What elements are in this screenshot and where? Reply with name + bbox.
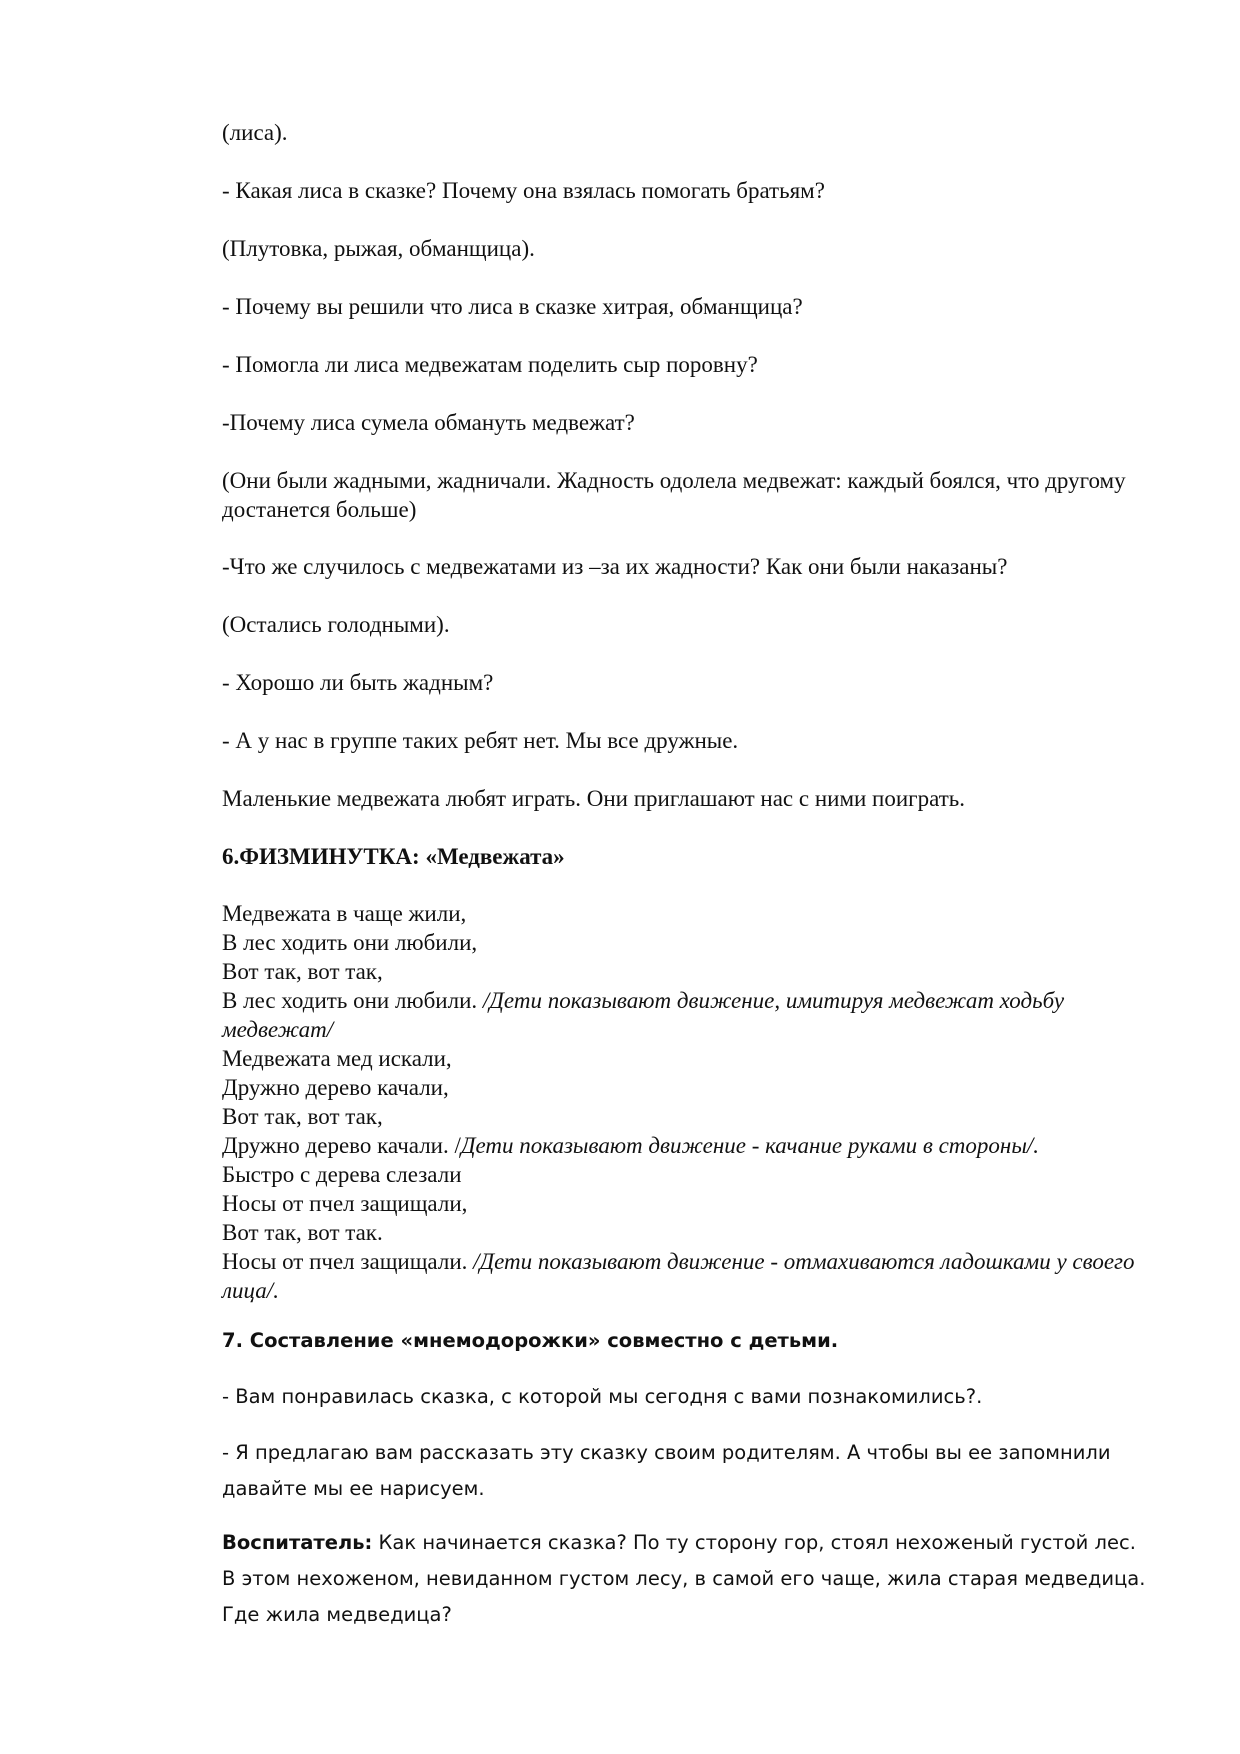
answer-fox-traits: (Плутовка, рыжая, обманщица). [222,236,535,261]
poem-line: Носы от пчел защищали. [222,1249,474,1274]
question-greedy: - Хорошо ли быть жадным? [222,670,494,695]
poem-line-with-note [222,986,1152,1044]
stage-direction: /Дети показывают движение - отмахиваются ладошками у своего лица/. [222,1249,1135,1303]
question-fox-cunning: - Почему вы решили что лиса в сказке хитрая, обманщица? [222,294,803,319]
teacher-speech [222,1525,1152,1633]
poem-line-with-note [222,1131,1152,1160]
poem-line: Вот так, вот так, [222,1104,383,1129]
poem-line: Вот так, вот так. [222,1220,383,1245]
poem-line: Быстро с дерева слезали [222,1162,462,1187]
stage-direction: Дети показывают движение - качание руками в стороны/. [460,1133,1040,1158]
poem-line: Дружно дерево качали. / [222,1133,461,1158]
speaker-label: Воспитатель: [222,1531,373,1554]
poem-line: Носы от пчел защищали, [222,1191,468,1216]
question-fox-kind: - Какая лиса в сказке? Почему она взялась помогать братьям? [222,178,825,203]
statement-invite-play: Маленькие медвежата любят играть. Они приглашают нас с ними поиграть. [222,786,966,811]
answer-fox: (лиса). [222,120,288,145]
poem-line: В лес ходить они любили. [222,988,483,1013]
question-fox-deceived: -Почему лиса сумела обмануть медвежат? [222,410,635,435]
poem-line: Дружно дерево качали, [222,1075,449,1100]
poem-line: В лес ходить они любили, [222,930,478,955]
section-6-heading: 6.ФИЗМИНУТКА: «Медвежата» [222,844,565,869]
proposal-draw-tale: - Я предлагаю вам рассказать эту сказку своим родителям. А чтобы вы ее запомнили давайте мы ее нарисуем. [222,1441,1111,1500]
answer-hungry: (Остались голодными). [222,612,450,637]
speech-text: Как начинается сказка? По ту сторону гор, стоял нехоженый густой лес. В этом нехоженом, невиданном густом лесу, в самой его чаще, жила старая медведица. Где жила медведица? [222,1531,1146,1626]
poem-block [222,899,1152,1305]
stage-direction: /Дети показывают движение, имитируя медвежат ходьбу медвежат/ [222,988,1065,1042]
poem-line: Медвежата в чаще жили, [222,901,467,926]
poem-line: Медвежата мед искали, [222,1046,452,1071]
answer-greed: (Они были жадными, жадничали. Жадность одолела медвежат: каждый боялся, что другому достанется больше) [222,468,1126,522]
section-7-heading: 7. Составление «мнемодорожки» совместно с детьми. [222,1329,839,1352]
question-punishment: -Что же случилось с медвежатами из –за их жадности? Как они были наказаны? [222,554,1008,579]
question-liked-tale: - Вам понравилась сказка, с которой мы сегодня с вами познакомились?. [222,1385,983,1408]
poem-line-with-note [222,1247,1152,1305]
question-fox-helped: - Помогла ли лиса медвежатам поделить сыр поровну? [222,352,758,377]
statement-friendly-group: - А у нас в группе таких ребят нет. Мы все дружные. [222,728,739,753]
poem-line: Вот так, вот так, [222,959,383,984]
